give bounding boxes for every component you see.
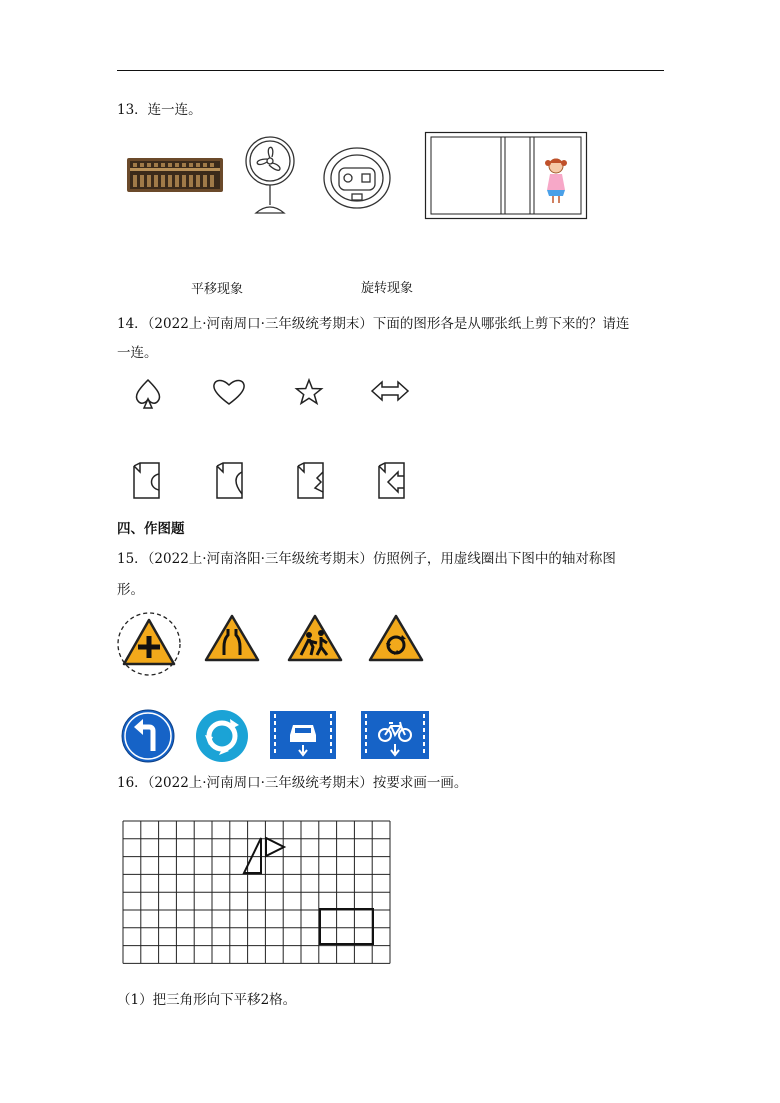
spade-shape xyxy=(132,378,164,410)
children-crossing-sign xyxy=(287,613,343,663)
double-arrow-shape xyxy=(371,379,409,403)
fan-image xyxy=(244,135,296,217)
folded-paper-3 xyxy=(295,460,327,500)
q15-title-line1: 15．（2022上·河南洛阳·三年级统考期末）仿照例子，用虚线圈出下图中的轴对称图 xyxy=(117,551,616,567)
q16-title: 16．（2022上·河南周口·三年级统考期末）按要求画一画。 xyxy=(117,775,468,791)
crossroad-warning-sign xyxy=(116,612,182,676)
q16-sub1: （1）把三角形向下平移2格。 xyxy=(117,992,297,1008)
car-lane-sign xyxy=(270,711,336,759)
q15-title-line2: 形。 xyxy=(117,582,144,598)
section-title: 四、作图题 xyxy=(117,521,185,537)
roundabout-warning-sign xyxy=(368,613,424,663)
header-rule xyxy=(117,70,664,71)
bicycle-lane-sign xyxy=(361,711,429,759)
sliding-window-image xyxy=(425,132,587,219)
rectangle-shape xyxy=(320,909,373,944)
q14-title-line1: 14．（2022上·河南周口·三年级统考期末）下面的图形各是从哪张纸上剪下来的？请连 xyxy=(117,316,630,332)
drawing-grid xyxy=(122,820,392,963)
roundabout-sign xyxy=(195,709,249,763)
abacus-image xyxy=(127,155,223,193)
turn-left-sign xyxy=(121,709,175,763)
rotation-label: 旋转现象 xyxy=(361,281,414,296)
road-narrows-sign xyxy=(204,613,260,663)
steering-wheel-image xyxy=(322,146,392,210)
q13-title: 13．连一连。 xyxy=(117,102,202,118)
folded-paper-4 xyxy=(376,460,408,500)
triangle-shape xyxy=(244,838,261,873)
star-shape xyxy=(295,378,323,406)
flag-shape xyxy=(266,838,284,856)
folded-paper-1 xyxy=(131,460,163,500)
q14-title-line2: 一连。 xyxy=(117,345,158,361)
folded-paper-2 xyxy=(214,460,246,500)
translation-label: 平移现象 xyxy=(191,282,244,297)
heart-shape xyxy=(212,378,246,406)
